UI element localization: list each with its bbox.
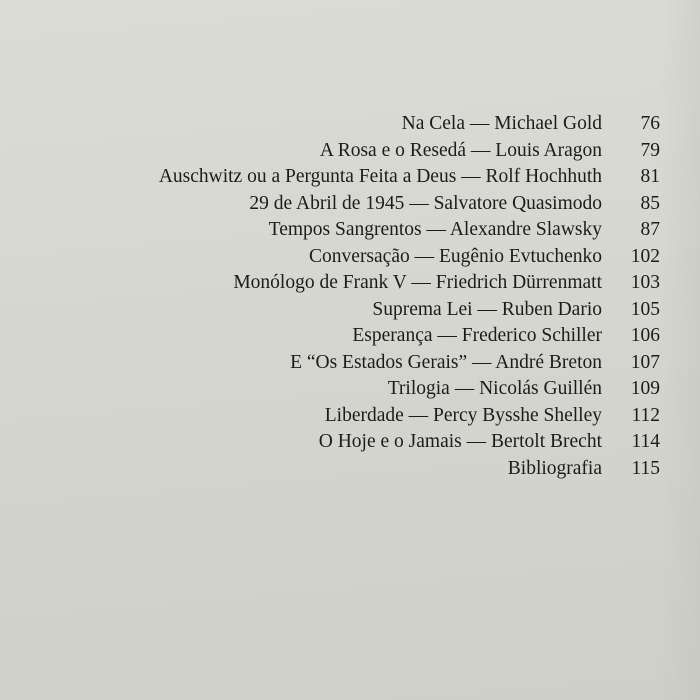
toc-entry-title: Bibliografia [507,457,602,479]
toc-entry-title: Conversação — Eugênio Evtuchenko [309,245,602,267]
toc-entry-page: 105 [630,298,660,320]
toc-entry-title: Liberdade — Percy Bysshe Shelley [324,404,602,426]
toc-entry-title: Trilogia — Nicolás Guillén [387,378,602,400]
toc-entry [20,297,660,324]
toc-entry-page: 107 [630,351,660,373]
toc-entry-page: 81 [640,166,660,188]
toc-entry-title: O Hoje e o Jamais — Bertolt Brecht [318,431,602,453]
toc-entry-page: 112 [631,404,660,426]
toc-entry-page: 79 [640,139,660,161]
toc-entry [20,138,660,165]
toc-entry-title: E “Os Estados Gerais” — André Breton [290,351,602,373]
toc-entry-page: 76 [640,113,660,135]
toc-entry-title: Suprema Lei — Ruben Dario [372,298,602,320]
toc-entry-title: A Rosa e o Resedá — Louis Aragon [319,139,602,161]
toc-entry-title: Na Cela — Michael Gold [401,113,602,135]
toc-entry-page: 87 [640,219,660,241]
toc-entry-title: Monólogo de Frank V — Friedrich Dürrenmatt [233,272,602,294]
toc-entry-page: 102 [630,245,660,267]
toc-entry-title: 29 de Abril de 1945 — Salvatore Quasimodo [249,192,602,214]
toc-entry-page: 85 [640,192,660,214]
toc-entry-page: 106 [630,325,660,347]
toc-entry [20,164,660,191]
toc-entry [20,376,660,403]
toc-entry [20,217,660,244]
toc-entry-page: 109 [630,378,660,400]
toc-entry-title: Tempos Sangrentos — Alexandre Slawsky [268,219,602,241]
toc-entry [20,111,660,138]
toc-entry [20,456,660,483]
toc-entry-page: 115 [631,457,660,479]
table-of-contents [20,111,660,482]
toc-entry [20,323,660,350]
toc-entry [20,191,660,218]
toc-entry-page: 114 [631,431,660,453]
toc-entry [20,270,660,297]
toc-entry-title: Esperança — Frederico Schiller [352,325,602,347]
toc-entry [20,429,660,456]
toc-entry [20,350,660,377]
page-shadow [660,0,700,700]
toc-entry [20,244,660,271]
toc-entry [20,403,660,430]
toc-entry-title: Auschwitz ou a Pergunta Feita a Deus — Rolf Hochhuth [158,166,602,188]
toc-entry-page: 103 [630,272,660,294]
